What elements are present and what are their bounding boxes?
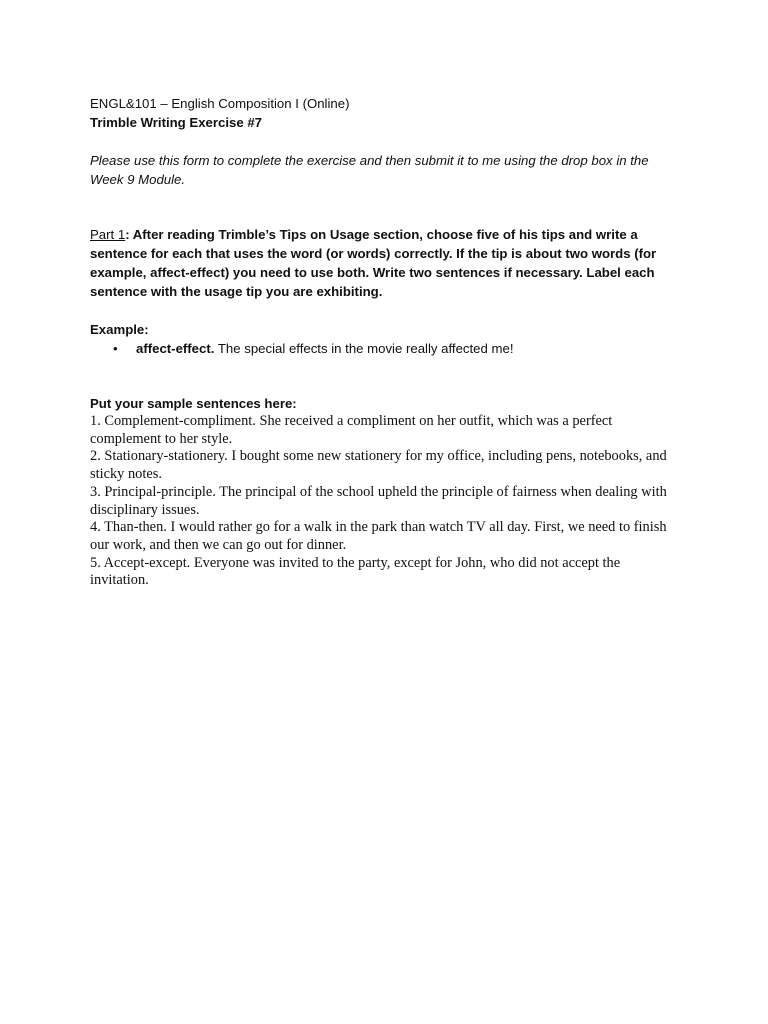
document-page xyxy=(90,94,680,590)
example-heading: Example: xyxy=(90,322,149,337)
example-tip: affect-effect. xyxy=(136,341,215,356)
sample-sentences xyxy=(90,413,680,590)
part1-body: After reading Trimble’s Tips on Usage section, choose five of his tips and write a sentence for each that uses the word (or words) correctly. If the tip is about two words (for example, affect-effect) you need to use both. Write two sentences if necessary. xyxy=(90,227,657,280)
part1-label: Part 1 xyxy=(90,227,126,242)
example-item xyxy=(90,339,680,358)
samples-heading: Put your sample sentences here: xyxy=(90,396,297,411)
part1-colon: : xyxy=(125,227,130,242)
exercise-title: Trimble Writing Exercise #7 xyxy=(90,115,262,130)
sample-sentence-5: 5. Accept-except. Everyone was invited to the party, except for John, who did not accept the invitation. xyxy=(90,554,621,589)
sample-sentence-2: 2. Stationary-stationery. I bought some new stationery for my office, including pens, notebooks, and sticky notes. xyxy=(90,448,667,483)
instructions: Please use this form to complete the exercise and then submit it to me using the drop box in the Week 9 Module. xyxy=(90,153,649,187)
course-title: ENGL&101 – English Composition I (Online) xyxy=(90,96,350,111)
part1-paragraph xyxy=(90,225,680,301)
bullet-icon: • xyxy=(113,341,118,356)
sample-sentence-3: 3. Principal-principle. The principal of the school upheld the principle of fairness when dealing with disciplinary issues. xyxy=(90,483,667,518)
sample-sentence-4: 4. Than-then. I would rather go for a walk in the park than watch TV all day. First, we need to finish our work, and then we can go out for dinner. xyxy=(90,519,667,553)
example-sentence: The special effects in the movie really affected me! xyxy=(214,341,514,356)
sample-sentence-1: 1. Complement-compliment. She received a compliment on her outfit, which was a perfect complement to her style. xyxy=(90,413,613,447)
part1-emphasis: Label each sentence with the usage tip you are exhibiting. xyxy=(90,265,655,299)
